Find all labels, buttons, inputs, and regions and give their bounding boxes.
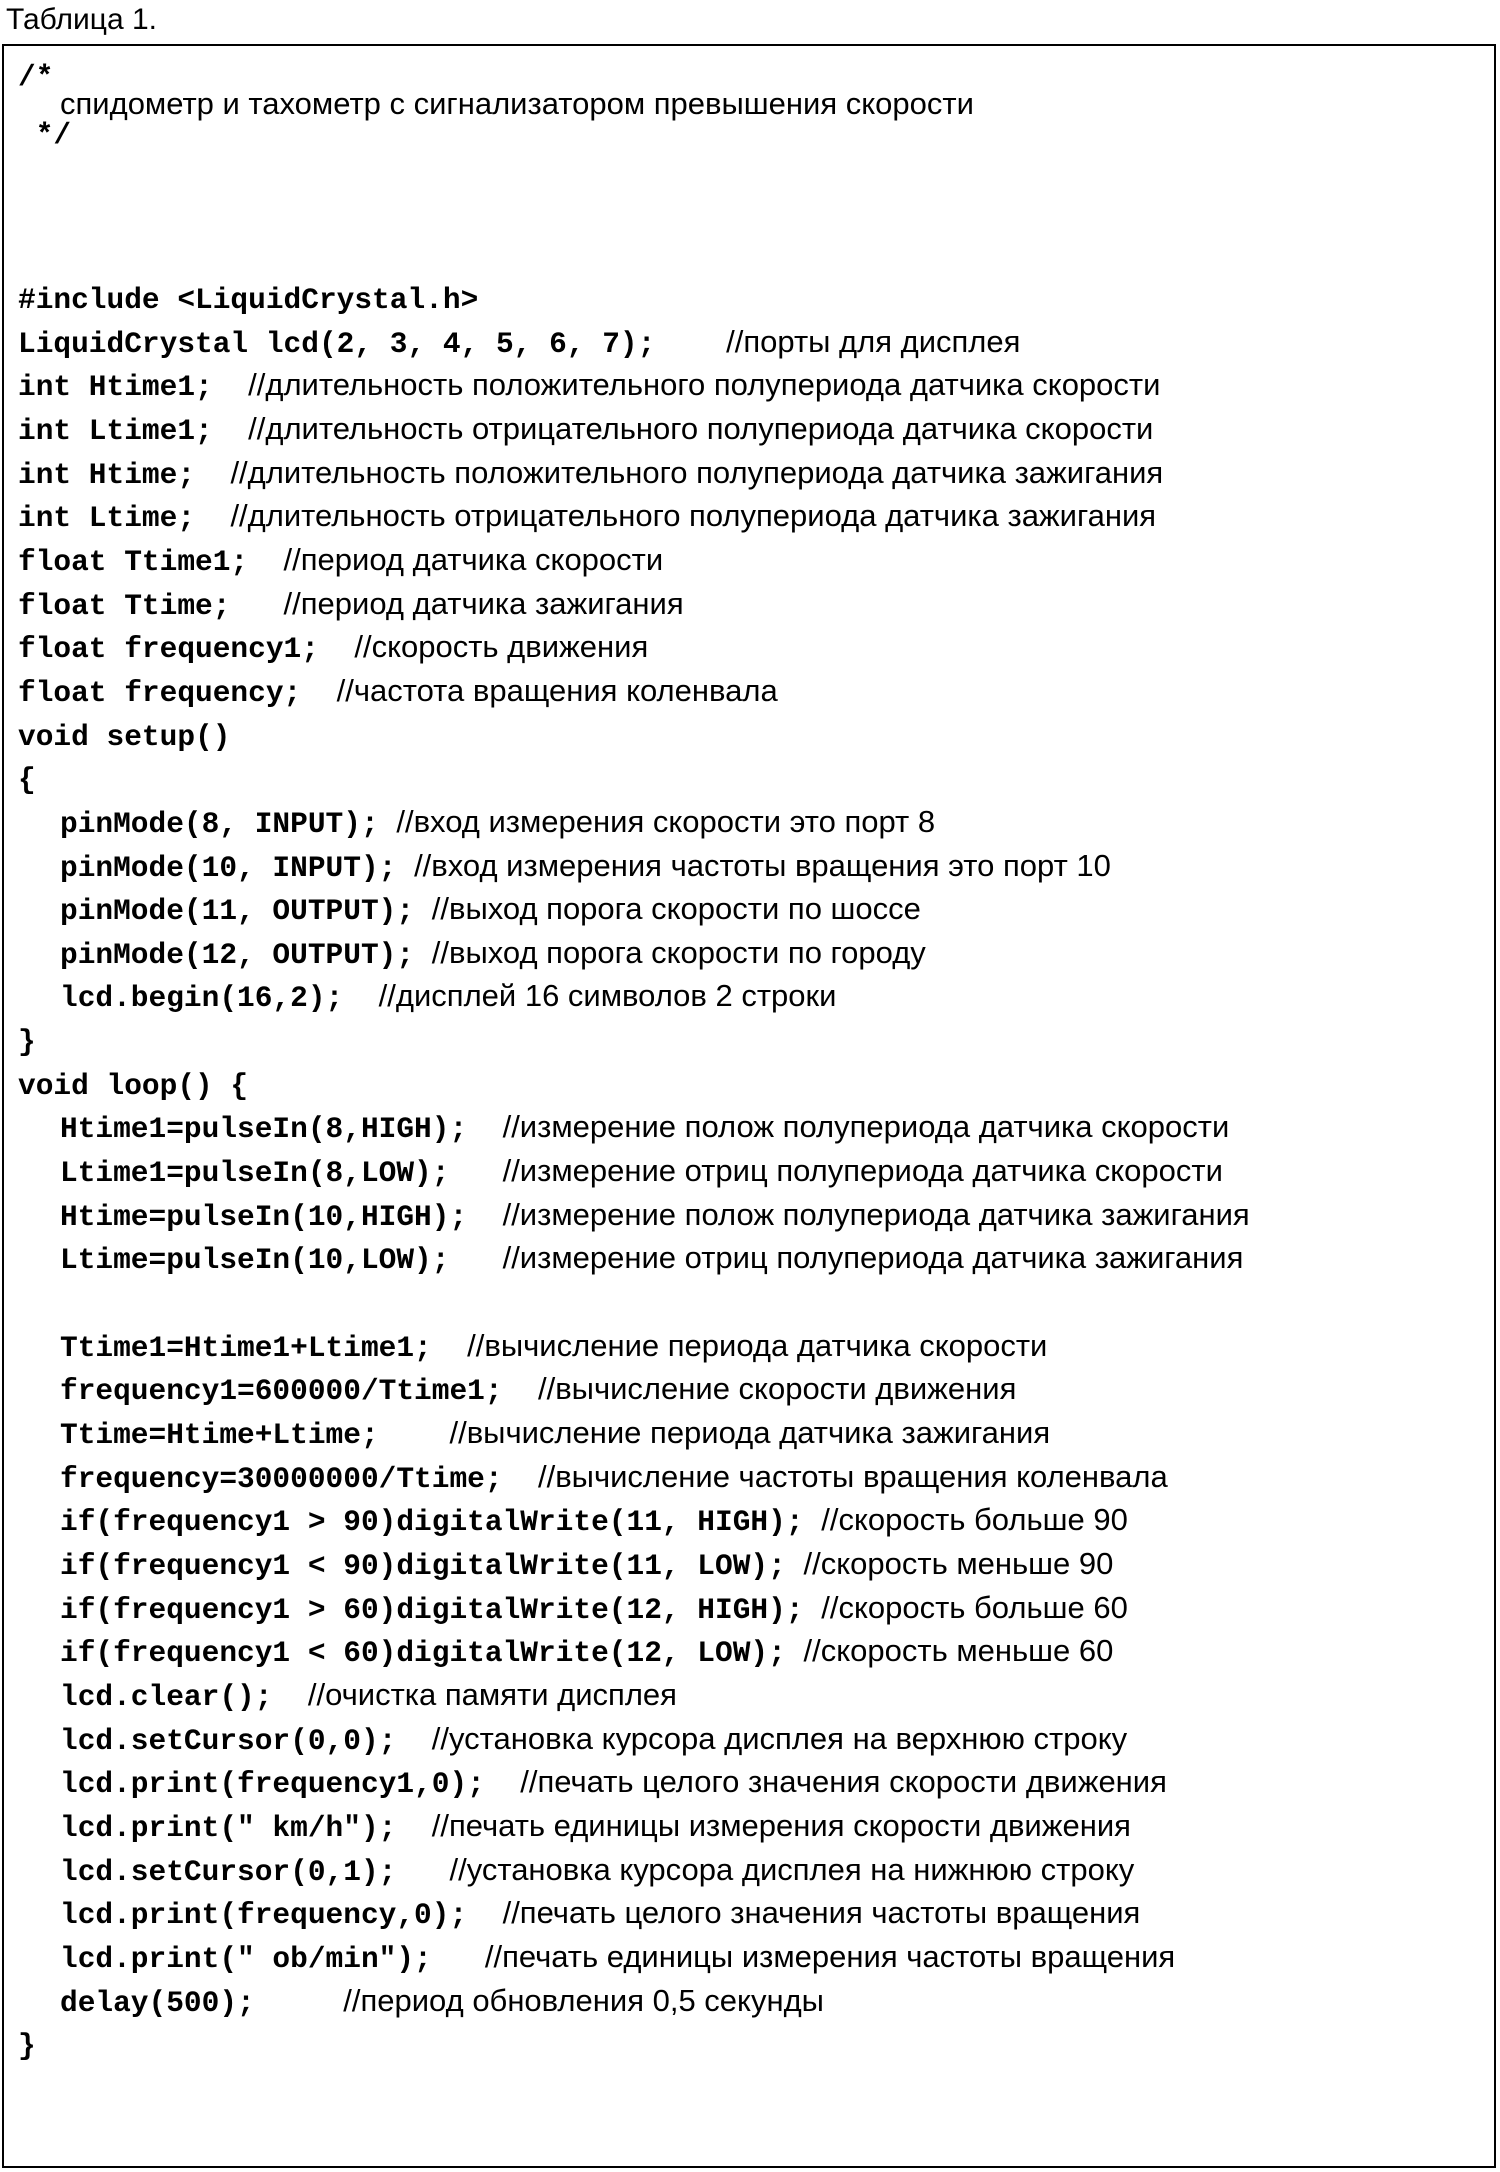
code-text: Ltime=pulseIn(10,LOW);	[60, 1243, 503, 1278]
code-text: /*	[18, 60, 54, 94]
code-text: Ttime1=Htime1+Ltime1;	[60, 1330, 468, 1365]
code-line	[18, 58, 1494, 94]
code-line	[18, 1804, 1494, 1848]
code-line	[18, 1891, 1494, 1935]
code-line	[18, 1411, 1494, 1455]
code-line	[18, 1586, 1494, 1630]
code-line	[18, 1193, 1494, 1237]
code-comment: //скорость меньше 60	[803, 1633, 1114, 1669]
code-text: delay(500);	[60, 1985, 344, 2020]
code-comment: //дисплей 16 символов 2 строки	[378, 978, 837, 1014]
code-comment: //выход порога скорости по городу	[431, 934, 926, 970]
code-line	[18, 407, 1494, 451]
code-line	[18, 1062, 1494, 1106]
code-line	[18, 276, 1494, 320]
code-line	[18, 625, 1494, 669]
code-comment: //длительность положительного полупериода датчика зажигания	[230, 454, 1164, 490]
code-text: lcd.print(" km/h");	[60, 1810, 432, 1845]
code-text: lcd.setCursor(0,0);	[60, 1723, 432, 1758]
code-comment: //период обновления 0,5 секунды	[343, 1982, 824, 2018]
code-text: int Ltime1;	[18, 413, 249, 448]
code-comment: //порты для дисплея	[726, 323, 1021, 359]
code-comment: //длительность положительного полупериода датчика скорости	[248, 367, 1161, 403]
code-text: if(frequency1 < 90)digitalWrite(11, LOW);	[60, 1549, 804, 1583]
code-comment: //измерение полож полупериода датчика скорости	[502, 1109, 1230, 1145]
code-text: lcd.print(" ob/min");	[60, 1941, 485, 1976]
code-text: void loop() {	[18, 1068, 249, 1103]
code-text: pinMode(8, INPUT);	[60, 806, 397, 841]
table-caption: Таблица 1.	[6, 3, 157, 36]
code-line	[18, 1280, 1494, 1324]
code-comment: //длительность отрицательного полупериода датчика зажигания	[230, 498, 1157, 534]
code-line	[18, 931, 1494, 975]
code-comment: //установка курсора дисплея на верхнюю строку	[431, 1720, 1128, 1756]
code-comment: //очистка памяти дисплея	[307, 1676, 677, 1712]
code-comment: //печать единицы измерения частоты вращения	[484, 1938, 1176, 1974]
code-line	[18, 494, 1494, 538]
code-line	[18, 145, 1494, 189]
code-text: Ttime=Htime+Ltime;	[60, 1418, 450, 1453]
code-text: if(frequency1 > 60)digitalWrite(12, HIGH);	[60, 1592, 822, 1627]
code-comment: //вычисление периода датчика зажигания	[449, 1415, 1051, 1451]
code-comment: //вычисление частоты вращения коленвала	[537, 1458, 1168, 1494]
code-comment: //скорость меньше 90	[803, 1546, 1114, 1581]
code-line	[18, 1542, 1494, 1586]
code-comment: //вычисление скорости движения	[537, 1371, 1017, 1407]
code-line	[18, 1324, 1494, 1368]
code-text: pinMode(11, OUTPUT);	[60, 894, 432, 929]
code-line	[18, 538, 1494, 582]
code-line	[18, 1979, 1494, 2023]
code-text: LiquidCrystal lcd(2, 3, 4, 5, 6, 7);	[18, 326, 727, 361]
code-comment: //измерение отриц полупериода датчика скорости	[502, 1153, 1223, 1189]
code-line	[18, 887, 1494, 931]
code-line	[18, 1149, 1494, 1193]
code-text: void setup()	[18, 719, 231, 754]
code-comment: //печать единицы измерения скорости движения	[431, 1807, 1131, 1843]
code-text: #include <LiquidCrystal.h>	[18, 282, 479, 317]
code-line	[18, 1236, 1494, 1280]
code-text: pinMode(10, INPUT);	[60, 850, 415, 885]
code-text: lcd.setCursor(0,1);	[60, 1854, 450, 1889]
code-text: Htime1=pulseIn(8,HIGH);	[60, 1112, 503, 1147]
code-comment: //вход измерения скорости это порт 8	[396, 803, 936, 839]
code-text: int Htime;	[18, 457, 231, 492]
code-line	[18, 363, 1494, 407]
code-text: Ltime1=pulseIn(8,LOW);	[60, 1156, 503, 1191]
code-line	[18, 1760, 1494, 1804]
code-text: if(frequency1 > 90)digitalWrite(11, HIGH);	[60, 1505, 822, 1540]
code-line	[18, 189, 1494, 233]
code-text: float frequency1;	[18, 632, 355, 667]
code-text: float frequency;	[18, 675, 337, 710]
code-line	[18, 582, 1494, 626]
code-comment: //длительность отрицательного полупериода датчика скорости	[248, 410, 1154, 446]
code-line	[18, 756, 1494, 800]
code-line	[18, 1935, 1494, 1979]
code-line	[18, 2022, 1494, 2066]
code-comment: //частота вращения коленвала	[336, 672, 778, 708]
code-line	[18, 86, 1494, 121]
code-line	[18, 1673, 1494, 1717]
code-text: if(frequency1 < 60)digitalWrite(12, LOW);	[60, 1636, 804, 1671]
code-text: int Htime1;	[18, 370, 249, 405]
code-text: frequency1=600000/Ttime1;	[60, 1374, 538, 1409]
code-text: */	[18, 118, 72, 152]
code-comment: //вычисление периода датчика скорости	[467, 1327, 1048, 1363]
code-line	[18, 1455, 1494, 1499]
code-text: }	[18, 2029, 36, 2064]
code-text: lcd.clear();	[60, 1679, 308, 1714]
code-comment: //скорость больше 60	[821, 1589, 1128, 1625]
code-text: lcd.print(frequency,0);	[60, 1898, 503, 1933]
code-comment: //выход порога скорости по шоссе	[431, 891, 921, 927]
code-text: lcd.print(frequency1,0);	[60, 1767, 521, 1802]
code-text: int Ltime;	[18, 501, 231, 536]
code-line	[18, 451, 1494, 495]
code-text: float Ttime1;	[18, 544, 284, 579]
code-comment: //скорость движения	[354, 629, 649, 665]
code-text: Htime=pulseIn(10,HIGH);	[60, 1199, 503, 1234]
code-text: float Ttime;	[18, 588, 284, 623]
code-line	[18, 669, 1494, 713]
code-line	[18, 232, 1494, 276]
code-line	[18, 974, 1494, 1018]
code-line	[18, 844, 1494, 888]
code-line	[18, 713, 1494, 757]
code-comment: //измерение отриц полупериода датчика зажигания	[502, 1240, 1244, 1276]
code-comment: //измерение полож полупериода датчика зажигания	[502, 1196, 1250, 1232]
code-comment: //скорость больше 90	[821, 1502, 1128, 1538]
code-text: frequency=30000000/Ttime;	[60, 1461, 538, 1496]
code-comment: //печать целого значения частоты вращения	[502, 1895, 1141, 1931]
code-text: }	[18, 1025, 36, 1060]
code-line	[18, 1367, 1494, 1411]
code-line	[18, 320, 1494, 364]
code-line	[18, 1498, 1494, 1542]
code-line	[18, 1105, 1494, 1149]
code-line	[18, 1717, 1494, 1761]
code-comment: спидометр и тахометр с сигнализатором превышения скорости	[60, 86, 974, 121]
code-line	[18, 1018, 1494, 1062]
code-comment: //печать целого значения скорости движения	[520, 1764, 1167, 1800]
code-line	[18, 800, 1494, 844]
code-listing	[18, 58, 1494, 2066]
code-comment: //установка курсора дисплея на нижнюю строку	[449, 1851, 1135, 1887]
code-comment: //период датчика скорости	[283, 541, 664, 577]
code-comment: //вход измерения частоты вращения это порт 10	[414, 847, 1111, 883]
code-text: lcd.begin(16,2);	[60, 981, 379, 1016]
code-text: {	[18, 763, 36, 798]
code-line	[18, 1848, 1494, 1892]
code-comment: //период датчика зажигания	[283, 585, 684, 621]
code-text: pinMode(12, OUTPUT);	[60, 937, 432, 972]
code-line	[18, 1629, 1494, 1673]
